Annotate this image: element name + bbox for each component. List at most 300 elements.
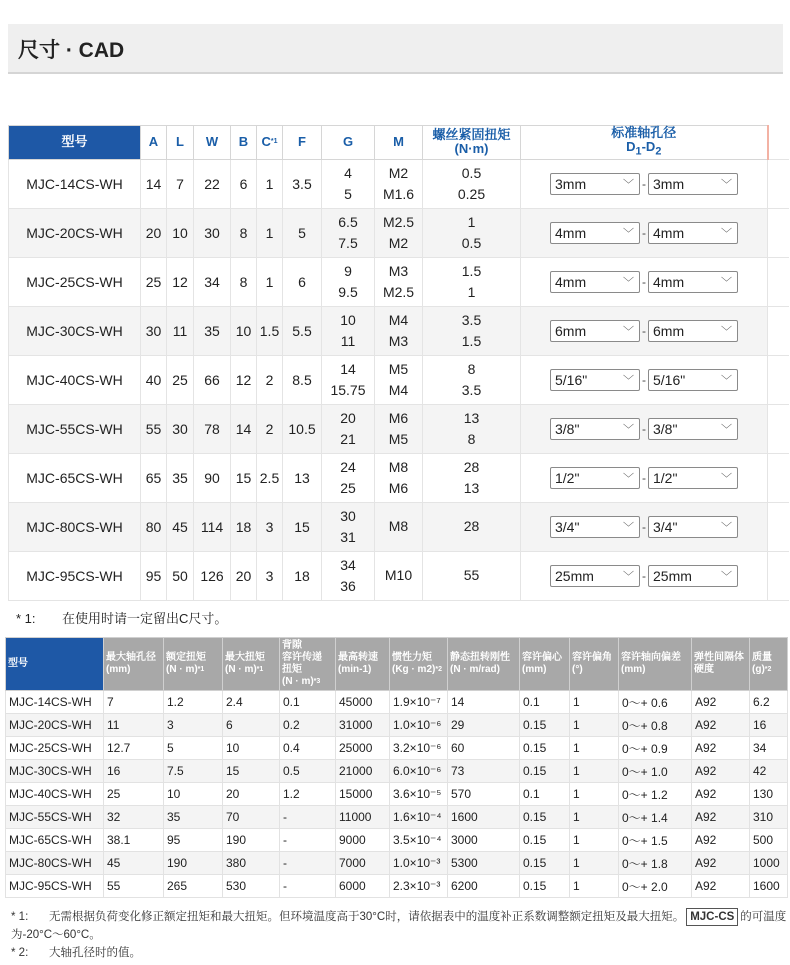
model-cell: MJC-65CS-WH (9, 453, 141, 502)
spec-cell: 0.15 (520, 852, 570, 875)
bore-d2-value: 4mm (653, 224, 685, 241)
spec-cell: 3 (164, 714, 223, 737)
cell-M-value: M6 (388, 409, 409, 426)
cell-G-value: 11 (340, 332, 356, 349)
cell-A: 95 (141, 551, 167, 600)
table-row (9, 551, 789, 600)
section-header (8, 24, 783, 74)
spec-cell: 15 (223, 760, 280, 783)
bore-cell (521, 404, 768, 453)
spec-cell: 1.0×10⁻⁶ (390, 714, 448, 737)
cell-torque (423, 208, 521, 257)
bore-cell (521, 453, 768, 502)
chevron-down-icon: ﹀ (721, 472, 732, 485)
cell-G (322, 355, 375, 404)
header-A: A (141, 126, 167, 160)
chevron-down-icon: ﹀ (623, 178, 634, 191)
bore-separator: - (642, 323, 646, 338)
cell-A: 25 (141, 257, 167, 306)
spec-cell: 1 (570, 783, 619, 806)
model-cell: MJC-55CS-WH (6, 806, 104, 829)
model-cell: MJC-25CS-WH (6, 737, 104, 760)
cell-A: 55 (141, 404, 167, 453)
bore-cell (521, 306, 768, 355)
cell-W: 114 (194, 502, 231, 551)
spec-cell: 1.6×10⁻⁴ (390, 806, 448, 829)
bore-d1-select[interactable] (550, 271, 640, 293)
cell-A: 80 (141, 502, 167, 551)
table-row (6, 737, 788, 760)
spec-cell: 0～+ 2.0 (619, 875, 692, 898)
cell-G-value: 5 (344, 185, 352, 202)
spec-cell: 1.9×10⁻⁷ (390, 691, 448, 714)
bore-d1-value: 4mm (555, 224, 587, 241)
cell-torque-value: 0.5 (461, 234, 482, 251)
bore-d2-select[interactable] (648, 565, 738, 587)
spec-cell: 5 (164, 737, 223, 760)
cell-M (375, 159, 423, 208)
spec-cell: 21000 (336, 760, 390, 783)
spec-cell: - (280, 829, 336, 852)
bore-d2-select[interactable] (648, 369, 738, 391)
cell-M-value: M8 (388, 458, 409, 475)
row-edge (768, 257, 789, 306)
chevron-down-icon: ﹀ (721, 374, 732, 387)
header-model: 型号 (6, 638, 104, 691)
spec-cell: 6000 (336, 875, 390, 898)
cell-A: 14 (141, 159, 167, 208)
spec-cell: 11 (104, 714, 164, 737)
cell-F: 15 (283, 502, 322, 551)
cell-torque (423, 453, 521, 502)
spec-cell: 6200 (448, 875, 520, 898)
table-row (9, 355, 789, 404)
row-edge (768, 208, 789, 257)
table-row (9, 453, 789, 502)
spec-cell: 12.7 (104, 737, 164, 760)
bore-d1-value: 4mm (555, 273, 587, 290)
footnote-1: * 1: 无需根据负荷变化修正额定扭矩和最大扭矩。但环境温度高于30°C时，请依据表中的温度补正系数调整额定扭矩及最大扭矩。 MJC-CS 的可温度 (11, 906, 787, 928)
spec-cell: 500 (750, 829, 788, 852)
spec-cell: 265 (164, 875, 223, 898)
cell-torque (423, 551, 521, 600)
chevron-down-icon: ﹀ (623, 227, 634, 240)
cell-W: 126 (194, 551, 231, 600)
spec-cell: 10 (164, 783, 223, 806)
cell-F: 18 (283, 551, 322, 600)
bore-d1-value: 3/8" (555, 420, 580, 437)
row-edge (768, 502, 789, 551)
model-cell: MJC-25CS-WH (9, 257, 141, 306)
cell-C: 2 (257, 404, 283, 453)
cell-torque-value: 0.25 (457, 185, 486, 202)
model-cell: MJC-95CS-WH (6, 875, 104, 898)
spec-cell: 16 (750, 714, 788, 737)
cell-B: 14 (231, 404, 257, 453)
spec-cell: 0.4 (280, 737, 336, 760)
cell-F: 13 (283, 453, 322, 502)
spec-cell: 0～+ 1.4 (619, 806, 692, 829)
cell-M (375, 257, 423, 306)
header-bore: 标准轴孔径 $D_1-D_2$ (521, 126, 768, 160)
cell-B: 20 (231, 551, 257, 600)
spec-cell: 0～+ 1.2 (619, 783, 692, 806)
cell-M (375, 453, 423, 502)
spec-cell: 0～+ 1.5 (619, 829, 692, 852)
cell-L: 45 (167, 502, 194, 551)
bore-d2-value: 3/4" (653, 518, 678, 535)
spec-cell: 0.1 (280, 691, 336, 714)
cell-G-value: 30 (340, 507, 356, 524)
bore-d2-value: 3mm (653, 175, 685, 192)
spec-cell: 0～+ 0.8 (619, 714, 692, 737)
cell-M-value: M1.6 (382, 185, 415, 202)
spec-cell: 15000 (336, 783, 390, 806)
dimension-table (8, 125, 789, 601)
row-edge (768, 404, 789, 453)
cell-W: 34 (194, 257, 231, 306)
spec-cell: 1.2 (280, 783, 336, 806)
cell-G-value: 9 (344, 262, 352, 279)
cell-G-value: 9.5 (338, 283, 358, 300)
cell-G-value: 15.75 (330, 381, 366, 398)
table-row (6, 875, 788, 898)
spec-cell: A92 (692, 829, 750, 852)
cell-G (322, 208, 375, 257)
spec-cell: 190 (223, 829, 280, 852)
cell-torque-value: 28 (463, 518, 480, 535)
spec-cell: 6.0×10⁻⁶ (390, 760, 448, 783)
spec-cell: 6.2 (750, 691, 788, 714)
spec-cell: 31000 (336, 714, 390, 737)
spec-cell: 25 (104, 783, 164, 806)
spec-header: 容许轴向偏差 (mm) (619, 638, 692, 691)
spec-cell: 38.1 (104, 829, 164, 852)
cell-M-value: M4 (388, 381, 409, 398)
cell-torque-value: 3.5 (461, 311, 482, 328)
bore-d2-value: 6mm (653, 322, 685, 339)
cell-G (322, 257, 375, 306)
spec-cell: - (280, 806, 336, 829)
spec-header: 最大扭矩 $(N \cdot m)^{*1}$ (223, 638, 280, 691)
spec-header: 最高转速 (min-1) (336, 638, 390, 691)
spec-header: 弹性间隔体 硬度 (692, 638, 750, 691)
spec-header: 容许偏心 (mm) (520, 638, 570, 691)
cell-L: 11 (167, 306, 194, 355)
spec-header: 额定扭矩 $(N \cdot m)^{*1}$ (164, 638, 223, 691)
spec-cell: 570 (448, 783, 520, 806)
spec-header: 背隙 容许传递 扭矩 $(N \cdot m)^{*3}$ (280, 638, 336, 691)
table-row (6, 714, 788, 737)
spec-cell: 1600 (750, 875, 788, 898)
chevron-down-icon: ﹀ (623, 374, 634, 387)
cell-G (322, 551, 375, 600)
cell-torque (423, 306, 521, 355)
cell-torque-value: 1 (467, 213, 476, 230)
model-cell: MJC-65CS-WH (6, 829, 104, 852)
cell-torque-value: 8 (467, 360, 476, 377)
cell-W: 78 (194, 404, 231, 453)
table-row (6, 852, 788, 875)
spec-header: 静态扭转刚性 (N · m/rad) (448, 638, 520, 691)
bore-separator: - (642, 274, 646, 289)
cell-W: 30 (194, 208, 231, 257)
header-M: M (375, 126, 423, 160)
spec-cell: 6 (223, 714, 280, 737)
spec-cell: 10 (223, 737, 280, 760)
cell-A: 65 (141, 453, 167, 502)
cell-G (322, 404, 375, 453)
table-row (6, 760, 788, 783)
spec-cell: 2.3×10⁻³ (390, 875, 448, 898)
bore-d2-select[interactable] (648, 418, 738, 440)
cell-torque (423, 355, 521, 404)
cell-M-value: M2.5 (382, 213, 415, 230)
chevron-down-icon: ﹀ (721, 227, 732, 240)
bore-separator: - (642, 176, 646, 191)
bore-d2-select[interactable] (648, 467, 738, 489)
bore-d2-value: 3/8" (653, 420, 678, 437)
spec-cell: 1 (570, 875, 619, 898)
cell-F: 8.5 (283, 355, 322, 404)
header-B: B (231, 126, 257, 160)
cell-A: 40 (141, 355, 167, 404)
spec-cell: 1.2 (164, 691, 223, 714)
spec-cell: 3.2×10⁻⁶ (390, 737, 448, 760)
spec-cell: 0.15 (520, 737, 570, 760)
table1-footnote: * 1: 在使用时请一定留出C尺寸。 (16, 611, 228, 626)
product-badge: MJC-CS (686, 908, 738, 926)
table-row (9, 404, 789, 453)
cell-A: 20 (141, 208, 167, 257)
spec-cell: 70 (223, 806, 280, 829)
cell-torque-value: 0.5 (461, 164, 482, 181)
spec-cell: A92 (692, 737, 750, 760)
cell-B: 6 (231, 159, 257, 208)
header-C: $C^{*1}$ (257, 126, 283, 160)
spec-cell: 0.5 (280, 760, 336, 783)
model-cell: MJC-14CS-WH (6, 691, 104, 714)
footnote-1-continued: 为-20°C～60°C。 (11, 929, 101, 941)
cell-F: 5 (283, 208, 322, 257)
cell-W: 66 (194, 355, 231, 404)
table-row (6, 806, 788, 829)
table-row (6, 783, 788, 806)
spec-cell: 60 (448, 737, 520, 760)
cell-G-value: 25 (340, 479, 356, 496)
bore-d1-value: 6mm (555, 322, 587, 339)
spec-cell: - (280, 852, 336, 875)
cell-M-value: M2 (388, 164, 409, 181)
cell-M-value: M2 (388, 234, 409, 251)
row-edge (768, 159, 789, 208)
row-edge (768, 355, 789, 404)
model-cell: MJC-30CS-WH (9, 306, 141, 355)
bore-d2-value: 4mm (653, 273, 685, 290)
bore-d1-select[interactable] (550, 516, 640, 538)
spec-cell: 190 (164, 852, 223, 875)
chevron-down-icon: ﹀ (623, 570, 634, 583)
spec-cell: 0～+ 1.8 (619, 852, 692, 875)
spec-cell: 5300 (448, 852, 520, 875)
spec-cell: 0～+ 0.9 (619, 737, 692, 760)
bore-d2-select[interactable] (648, 222, 738, 244)
cell-A: 30 (141, 306, 167, 355)
cell-G-value: 34 (340, 556, 356, 573)
spec-cell: A92 (692, 691, 750, 714)
cell-torque (423, 159, 521, 208)
row-edge (768, 306, 789, 355)
cell-B: 8 (231, 257, 257, 306)
spec-cell: - (280, 875, 336, 898)
spec-cell: 7.5 (164, 760, 223, 783)
cell-torque-value: 3.5 (461, 381, 482, 398)
spec-cell: 1000 (750, 852, 788, 875)
model-cell: MJC-40CS-WH (9, 355, 141, 404)
spec-cell: 0.15 (520, 760, 570, 783)
model-cell: MJC-30CS-WH (6, 760, 104, 783)
spec-cell: 0.15 (520, 714, 570, 737)
cell-M (375, 208, 423, 257)
bore-d1-value: 3mm (555, 175, 587, 192)
spec-cell: 130 (750, 783, 788, 806)
cell-C: 1 (257, 208, 283, 257)
bore-d1-select[interactable] (550, 467, 640, 489)
header-model: 型号 (9, 126, 141, 160)
spec-cell: 1600 (448, 806, 520, 829)
cell-B: 18 (231, 502, 257, 551)
spec-cell: 530 (223, 875, 280, 898)
cell-M-value: M2.5 (382, 283, 415, 300)
chevron-down-icon: ﹀ (721, 570, 732, 583)
row-edge (768, 551, 789, 600)
table-row (9, 159, 789, 208)
cell-torque-value: 28 (463, 458, 480, 475)
spec-cell: 3.5×10⁻⁴ (390, 829, 448, 852)
bore-d1-select[interactable] (550, 369, 640, 391)
bore-d2-value: 1/2" (653, 469, 678, 486)
bore-d2-select[interactable] (648, 173, 738, 195)
model-cell: MJC-95CS-WH (9, 551, 141, 600)
cell-M (375, 502, 423, 551)
cell-G (322, 453, 375, 502)
cell-M (375, 404, 423, 453)
header-G: G (322, 126, 375, 160)
cell-L: 10 (167, 208, 194, 257)
spec-cell: 0～+ 0.6 (619, 691, 692, 714)
chevron-down-icon: ﹀ (623, 325, 634, 338)
model-cell: MJC-80CS-WH (9, 502, 141, 551)
header-W: W (194, 126, 231, 160)
spec-cell: 380 (223, 852, 280, 875)
cell-B: 12 (231, 355, 257, 404)
cell-G (322, 159, 375, 208)
spec-cell: 1.0×10⁻³ (390, 852, 448, 875)
bore-d1-select[interactable] (550, 173, 640, 195)
bore-d1-value: 25mm (555, 567, 594, 584)
chevron-down-icon: ﹀ (623, 276, 634, 289)
spec-cell: 3.6×10⁻⁵ (390, 783, 448, 806)
bore-d2-select[interactable] (648, 271, 738, 293)
model-cell: MJC-20CS-WH (6, 714, 104, 737)
spec-cell: 45 (104, 852, 164, 875)
cell-torque-value: 55 (463, 567, 480, 584)
cell-G-value: 31 (340, 528, 356, 545)
spec-cell: 7000 (336, 852, 390, 875)
spec-cell: A92 (692, 852, 750, 875)
spec-cell: 11000 (336, 806, 390, 829)
bore-d1-select[interactable] (550, 565, 640, 587)
cell-M-value: M6 (388, 479, 409, 496)
cell-G (322, 502, 375, 551)
bore-d2-select[interactable] (648, 516, 738, 538)
bore-d2-select[interactable] (648, 320, 738, 342)
cell-G-value: 4 (344, 164, 352, 181)
spec-cell: 25000 (336, 737, 390, 760)
spec-cell: 34 (750, 737, 788, 760)
cell-F: 5.5 (283, 306, 322, 355)
spec-cell: 0.15 (520, 875, 570, 898)
spec-cell: 1 (570, 806, 619, 829)
bore-cell (521, 257, 768, 306)
cell-C: 1.5 (257, 306, 283, 355)
spec-cell: 55 (104, 875, 164, 898)
cell-C: 1 (257, 159, 283, 208)
cell-M-value: M3 (388, 332, 409, 349)
cell-G-value: 14 (340, 360, 356, 377)
spec-cell: 1 (570, 760, 619, 783)
header-edge (768, 126, 789, 160)
cell-B: 10 (231, 306, 257, 355)
chevron-down-icon: ﹀ (623, 521, 634, 534)
cell-torque-value: 13 (463, 409, 480, 426)
spec-cell: 95 (164, 829, 223, 852)
bore-d1-select[interactable] (550, 418, 640, 440)
spec-cell: 42 (750, 760, 788, 783)
spec-cell: 35 (164, 806, 223, 829)
bore-separator: - (642, 225, 646, 240)
header-L: L (167, 126, 194, 160)
cell-L: 35 (167, 453, 194, 502)
spec-cell: 0～+ 1.0 (619, 760, 692, 783)
cell-C: 3 (257, 551, 283, 600)
bore-d1-select[interactable] (550, 222, 640, 244)
spec-cell: 29 (448, 714, 520, 737)
bore-cell (521, 502, 768, 551)
cell-C: 2.5 (257, 453, 283, 502)
bore-cell (521, 208, 768, 257)
spec-cell: 0.1 (520, 691, 570, 714)
bore-d1-select[interactable] (550, 320, 640, 342)
cell-M-value: M5 (388, 360, 409, 377)
spec-cell: 3000 (448, 829, 520, 852)
header-F: F (283, 126, 322, 160)
cell-G-value: 10 (340, 311, 356, 328)
spec-header: 质量 $(g)^{*2}$ (750, 638, 788, 691)
model-cell: MJC-80CS-WH (6, 852, 104, 875)
bore-separator: - (642, 568, 646, 583)
bore-cell (521, 159, 768, 208)
cell-L: 25 (167, 355, 194, 404)
table-row (9, 306, 789, 355)
cell-G-value: 6.5 (338, 213, 358, 230)
cell-torque (423, 404, 521, 453)
bore-d1-value: 3/4" (555, 518, 580, 535)
model-cell: MJC-14CS-WH (9, 159, 141, 208)
cell-L: 7 (167, 159, 194, 208)
spec-cell: 1 (570, 852, 619, 875)
cell-M-value: M5 (388, 430, 409, 447)
